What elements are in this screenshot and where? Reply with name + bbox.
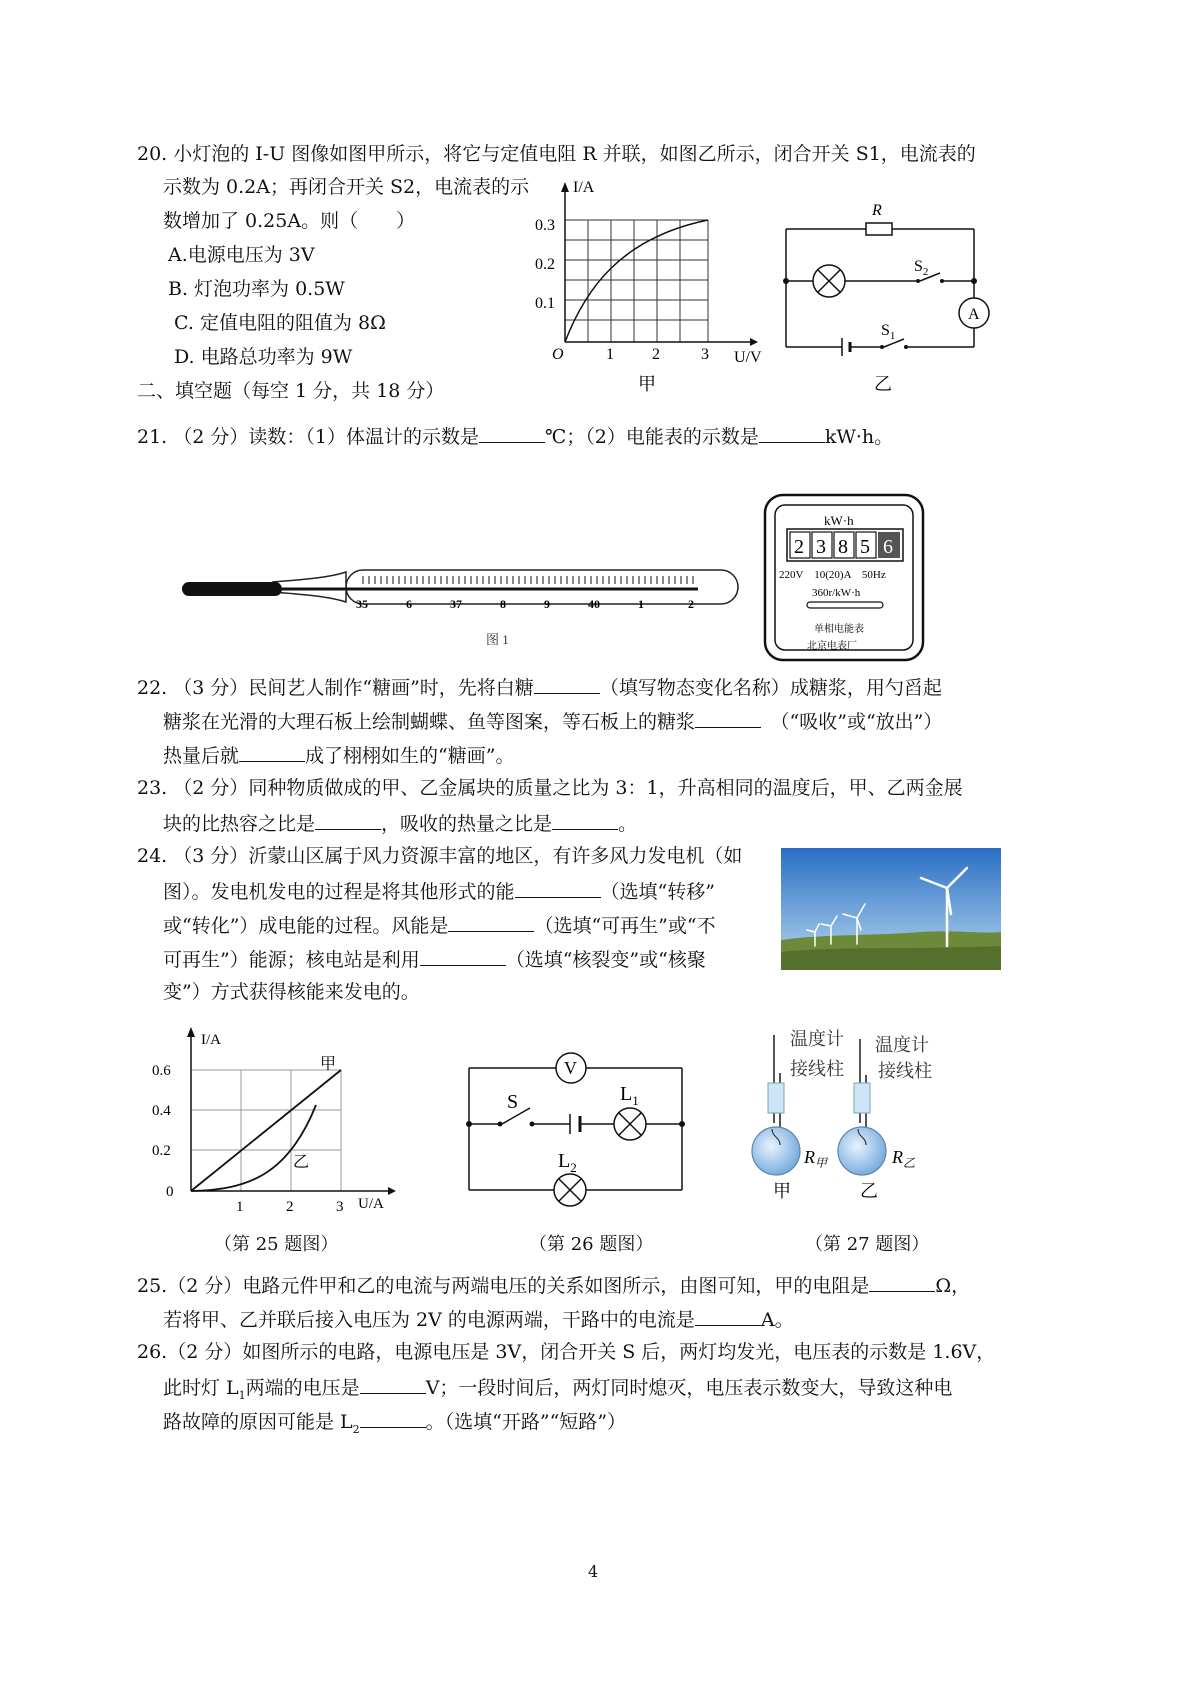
fig26-l1-label: $L_1$ bbox=[620, 1083, 639, 1108]
q20-line1: 20. 小灯泡的 I-U 图像如图甲所示，将它与定值电阻 R 并联，如图乙所示，闭合开关 S1，电流表的 bbox=[137, 143, 976, 165]
fig27-jia-label: 甲 bbox=[773, 1181, 791, 1201]
q20-circuit bbox=[780, 195, 990, 400]
q20-switch-s1-label: $S_1$ bbox=[881, 322, 896, 342]
fig27-right-thermometer-label: 温度计 bbox=[875, 1035, 929, 1055]
q24-line3: 或“转化”）成电能的过程。风能是 （选填“可再生”或“不 bbox=[163, 911, 716, 939]
q20-resistor-label: R bbox=[872, 202, 882, 219]
q22-line1: 22. （3 分）民间艺人制作“糖画”时，先将白糖 （填写物态变化名称）成糖浆，用勺舀起 bbox=[137, 673, 942, 701]
fig25-ylabel: I/A bbox=[201, 1032, 221, 1048]
q20-ammeter-label: A bbox=[968, 306, 980, 323]
fig26-voltmeter-label: V bbox=[564, 1058, 577, 1078]
q24-line4: 可再生”）能源；核电站是利用 （选填“核裂变”或“核聚 bbox=[163, 945, 706, 973]
thermometer-label: 37 bbox=[450, 597, 462, 611]
fig25-origin: 0 bbox=[166, 1184, 174, 1200]
q20-graph-origin: O bbox=[552, 346, 564, 363]
thermometer-label: 1 bbox=[638, 597, 644, 611]
fig27-r-yi-label: $R_乙$ bbox=[892, 1147, 916, 1170]
fig25-xtick: 3 bbox=[336, 1199, 344, 1215]
fig25-ytick: 0.4 bbox=[152, 1103, 171, 1119]
fig27-r-jia-label: $R_甲$ bbox=[804, 1147, 828, 1170]
fig26-switch-label: S bbox=[507, 1091, 519, 1113]
q20-option-d: D. 电路总功率为 9W bbox=[174, 346, 353, 368]
fig25-ytick: 0.6 bbox=[152, 1063, 171, 1079]
electricity-meter bbox=[762, 492, 928, 664]
q20-graph-xtick: 3 bbox=[701, 346, 709, 363]
q20-option-a: A.电源电压为 3V bbox=[168, 244, 315, 266]
thermometer-label: 40 bbox=[588, 597, 600, 611]
q20-graph-ytick: 0.3 bbox=[535, 217, 555, 234]
q20-iu-graph bbox=[525, 170, 775, 400]
q24-line2: 图）。发电机发电的过程是将其他形式的能 （选填“转移” bbox=[163, 877, 715, 905]
fig27-left-thermometer-label: 温度计 bbox=[790, 1029, 844, 1049]
q20-graph-xlabel: U/V bbox=[734, 349, 762, 366]
q20-graph-xtick: 2 bbox=[652, 346, 660, 363]
q25-line1: 25.（2 分）电路元件甲和乙的电流与两端电压的关系如图所示，由图可知，甲的电阻是 Ω， bbox=[137, 1271, 970, 1299]
meter-spec: 220V 10(20)A 50Hz bbox=[779, 569, 886, 581]
thermometer-label: 2 bbox=[688, 597, 694, 611]
fig27-left-terminal-label: 接线柱 bbox=[790, 1059, 844, 1079]
thermometer-label: 9 bbox=[544, 597, 550, 611]
q20-switch-s2-label: $S_2$ bbox=[914, 258, 929, 278]
q24-line5: 变”）方式获得核能来发电的。 bbox=[163, 981, 420, 1003]
fig25-xtick: 2 bbox=[286, 1199, 294, 1215]
q20-option-c: C. 定值电阻的阻值为 8Ω bbox=[174, 312, 386, 334]
q26-line1: 26.（2 分）如图所示的电路，电源电压是 3V，闭合开关 S 后，两灯均发光，电压表的示数是 1.6V， bbox=[137, 1341, 996, 1363]
fig26-circuit bbox=[462, 1050, 692, 1210]
page-number: 4 bbox=[588, 1562, 599, 1581]
q23-line1: 23. （2 分）同种物质做成的甲、乙金属块的质量之比为 3：1，升高相同的温度后，甲、乙两金展 bbox=[137, 777, 963, 799]
q26-line3: 路故障的原因可能是 $L_2$ 。（选填“开路”“短路”） bbox=[163, 1407, 626, 1443]
fig26-l2-label: $L_2$ bbox=[558, 1150, 577, 1175]
meter-digit: 8 bbox=[838, 536, 848, 558]
wind-turbine-photo bbox=[781, 848, 1001, 970]
q20-graph-caption: 甲 bbox=[638, 374, 656, 394]
fig27-right-terminal-label: 接线柱 bbox=[878, 1061, 932, 1081]
q25-line2: 若将甲、乙并联后接入电压为 2V 的电源两端，干路中的电流是 A。 bbox=[163, 1305, 794, 1333]
thermometer-label: 8 bbox=[500, 597, 506, 611]
q22-line3: 热量后就 成了栩栩如生的“糖画”。 bbox=[163, 741, 514, 769]
meter-unit: kW·h bbox=[824, 513, 854, 528]
fig27-caption: （第 27 题图） bbox=[805, 1234, 930, 1255]
fig25-caption: （第 25 题图） bbox=[214, 1234, 339, 1255]
fig25-xlabel: U/A bbox=[358, 1196, 384, 1212]
fig25-ytick: 0.2 bbox=[152, 1143, 171, 1159]
q21-text: 21. （2 分）读数：（1）体温计的示数是 ℃；（2）电能表的示数是 kW·h。 bbox=[137, 422, 893, 450]
q20-graph-xtick: 1 bbox=[606, 346, 614, 363]
fig27-yi-label: 乙 bbox=[860, 1181, 878, 1201]
fig26-caption: （第 26 题图） bbox=[529, 1234, 654, 1255]
meter-rev: 360r/kW·h bbox=[812, 587, 861, 599]
q24-line1: 24. （3 分）沂蒙山区属于风力资源丰富的地区，有许多风力发电机（如 bbox=[137, 845, 743, 867]
q20-graph-ylabel: I/A bbox=[573, 179, 595, 196]
fig25-iu-graph bbox=[148, 1025, 408, 1225]
thermometer-label: 6 bbox=[406, 597, 412, 611]
meter-digit: 5 bbox=[860, 536, 870, 558]
thermometer-label: 35 bbox=[356, 597, 368, 611]
meter-maker2: 北京电表厂 bbox=[807, 641, 857, 652]
q26-line2: 此时灯 $L_1$两端的电压是 V；一段时间后，两灯同时熄灭，电压表示数变大，导致这种电 bbox=[163, 1373, 952, 1409]
thermometer-caption: 图 1 bbox=[486, 632, 509, 647]
meter-digit: 3 bbox=[816, 536, 826, 558]
fig25-jia-label: 甲 bbox=[320, 1056, 337, 1073]
q23-line2: 块的比热容之比是 ，吸收的热量之比是 。 bbox=[163, 809, 637, 837]
q20-line2: 示数为 0.2A；再闭合开关 S2，电流表的示 bbox=[163, 176, 530, 198]
meter-digit: 6 bbox=[883, 536, 893, 558]
q20-graph-ytick: 0.2 bbox=[535, 256, 555, 273]
fig27-flasks bbox=[750, 1025, 950, 1215]
thermometer-figure bbox=[178, 560, 753, 655]
meter-digit: 2 bbox=[794, 536, 804, 558]
fig25-yi-label: 乙 bbox=[293, 1154, 310, 1171]
section2-heading: 二、填空题（每空 1 分，共 18 分） bbox=[137, 380, 445, 402]
fig25-xtick: 1 bbox=[236, 1199, 244, 1215]
q22-line2: 糖浆在光滑的大理石板上绘制蝴蝶、鱼等图案，等石板上的糖浆 （“吸收”或“放出”） bbox=[163, 707, 942, 735]
q20-option-b: B. 灯泡功率为 0.5W bbox=[168, 278, 345, 300]
q20-graph-ytick: 0.1 bbox=[535, 295, 555, 312]
q20-circuit-caption: 乙 bbox=[874, 374, 892, 394]
meter-maker1: 单相电能表 bbox=[814, 624, 864, 635]
q20-line3: 数增加了 0.25A。则（ ） bbox=[163, 210, 416, 232]
